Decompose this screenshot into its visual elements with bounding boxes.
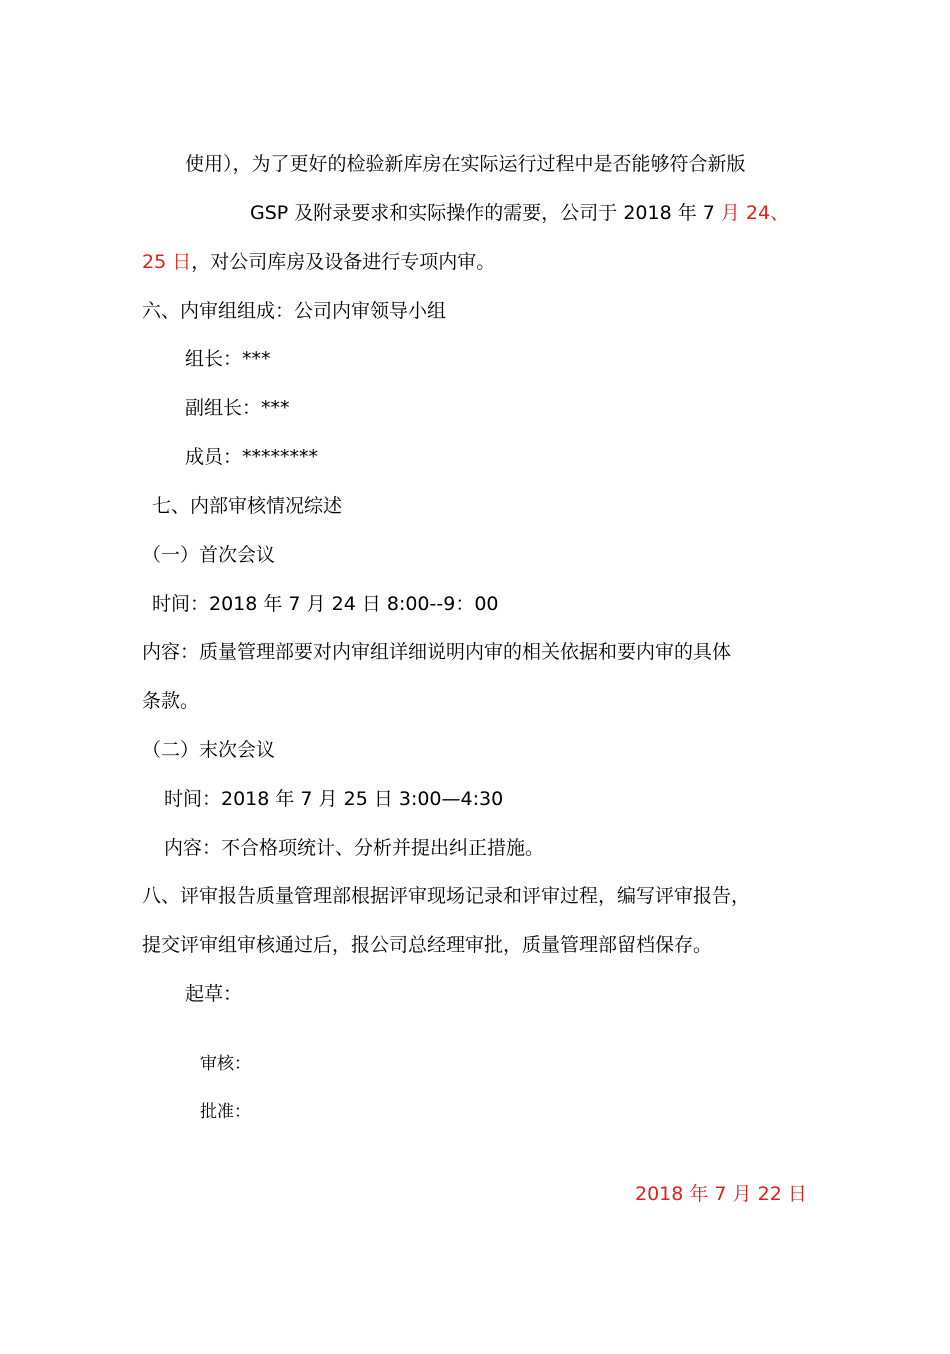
last-meeting-time: 时间：2018 年 7 月 25 日 3:00—4:30 xyxy=(164,788,504,810)
section-6-heading: 六、内审组组成：公司内审领导小组 xyxy=(142,300,447,322)
first-meeting-heading: （一）首次会议 xyxy=(142,544,276,566)
intro-line-3-text: ，对公司库房及设备进行专项内审。 xyxy=(191,251,496,273)
last-meeting-heading: （二）末次会议 xyxy=(142,739,276,761)
intro-date-highlight-1: 月 24、 xyxy=(720,202,790,224)
approve-label: 批准： xyxy=(200,1102,251,1122)
section-8-line-1: 八、评审报告质量管理部根据评审现场记录和评审过程，编写评审报告， xyxy=(142,885,751,907)
members-line: 成员：******** xyxy=(185,446,319,468)
intro-line-2 xyxy=(250,201,789,225)
leader-line: 组长：*** xyxy=(185,348,271,370)
section-7-heading: 七、内部审核情况综述 xyxy=(152,495,343,517)
intro-line-2-text: GSP 及附录要求和实际操作的需要，公司于 2018 年 7 xyxy=(250,202,721,224)
review-label: 审核： xyxy=(200,1054,251,1074)
last-meeting-content: 内容：不合格项统计、分析并提出纠正措施。 xyxy=(164,837,545,859)
document-date: 2018 年 7 月 22 日 xyxy=(635,1183,807,1205)
deputy-leader-line: 副组长：*** xyxy=(185,397,290,419)
intro-date-highlight-2: 25 日 xyxy=(142,251,192,273)
draft-label: 起草： xyxy=(185,983,243,1005)
first-meeting-time: 时间：2018 年 7 月 24 日 8:00--9：00 xyxy=(152,593,499,615)
intro-line-3 xyxy=(142,250,495,274)
first-meeting-content-line-2: 条款。 xyxy=(142,690,200,712)
intro-line-1: 使用），为了更好的检验新库房在实际运行过程中是否能够符合新版 xyxy=(185,153,746,175)
first-meeting-content-line-1: 内容：质量管理部要对内审组详细说明内审的相关依据和要内审的具体 xyxy=(142,641,732,663)
section-8-line-2: 提交评审组审核通过后，报公司总经理审批，质量管理部留档保存。 xyxy=(142,934,713,956)
